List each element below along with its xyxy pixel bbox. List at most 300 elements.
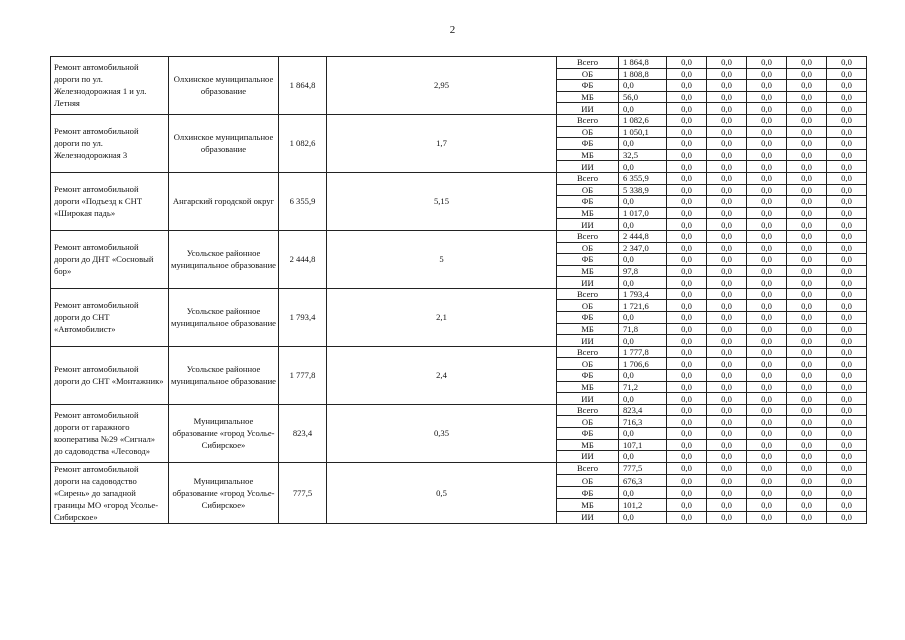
- year-value: 0,0: [707, 161, 747, 173]
- year-value: 0,0: [827, 451, 867, 463]
- funding-amount: 32,5: [619, 149, 667, 161]
- funding-amount: 0,0: [619, 428, 667, 440]
- year-value: 0,0: [787, 487, 827, 499]
- year-value: 0,0: [707, 393, 747, 405]
- year-value: 0,0: [827, 288, 867, 300]
- year-value: 0,0: [667, 114, 707, 126]
- year-value: 0,0: [827, 439, 867, 451]
- year-value: 0,0: [667, 474, 707, 486]
- funding-source: Всего: [557, 346, 619, 358]
- year-value: 0,0: [707, 219, 747, 231]
- year-value: 0,0: [667, 207, 707, 219]
- year-value: 0,0: [787, 288, 827, 300]
- page-number: 2: [449, 24, 456, 36]
- year-value: 0,0: [667, 511, 707, 523]
- funding-amount: 1 706,6: [619, 358, 667, 370]
- year-value: 0,0: [747, 462, 787, 474]
- funding-source: МБ: [557, 149, 619, 161]
- object-cell: Ремонт автомобильной дороги на садоводство «Сирень» до западной границы МО «город Усолье-Сибирское»: [51, 462, 169, 523]
- year-value: 0,0: [827, 57, 867, 69]
- year-value: 0,0: [707, 80, 747, 92]
- year-value: 0,0: [667, 57, 707, 69]
- year-value: 0,0: [667, 335, 707, 347]
- year-value: 0,0: [747, 207, 787, 219]
- year-value: 0,0: [667, 404, 707, 416]
- year-value: 0,0: [667, 428, 707, 440]
- funding-source: ОБ: [557, 184, 619, 196]
- year-value: 0,0: [667, 172, 707, 184]
- year-value: 0,0: [667, 219, 707, 231]
- year-value: 0,0: [787, 91, 827, 103]
- year-value: 0,0: [667, 487, 707, 499]
- year-value: 0,0: [707, 230, 747, 242]
- cost-cell: 1 793,4: [279, 288, 327, 346]
- year-value: 0,0: [827, 474, 867, 486]
- year-value: 0,0: [707, 288, 747, 300]
- year-value: 0,0: [827, 80, 867, 92]
- funding-source: МБ: [557, 439, 619, 451]
- funding-amount: 1 808,8: [619, 68, 667, 80]
- funding-amount: 5 338,9: [619, 184, 667, 196]
- year-value: 0,0: [747, 254, 787, 266]
- funding-source: ИИ: [557, 511, 619, 523]
- cost-cell: 823,4: [279, 404, 327, 462]
- year-value: 0,0: [787, 103, 827, 115]
- year-value: 0,0: [667, 161, 707, 173]
- year-value: 0,0: [667, 323, 707, 335]
- year-value: 0,0: [747, 242, 787, 254]
- year-value: 0,0: [827, 335, 867, 347]
- year-value: 0,0: [747, 358, 787, 370]
- year-value: 0,0: [827, 277, 867, 289]
- funding-amount: 71,8: [619, 323, 667, 335]
- year-value: 0,0: [747, 277, 787, 289]
- year-value: 0,0: [787, 511, 827, 523]
- year-value: 0,0: [707, 416, 747, 428]
- funding-source: ИИ: [557, 335, 619, 347]
- year-value: 0,0: [787, 230, 827, 242]
- year-value: 0,0: [747, 300, 787, 312]
- year-value: 0,0: [747, 323, 787, 335]
- length-cell: 1,7: [327, 114, 557, 172]
- year-value: 0,0: [707, 277, 747, 289]
- municipality-cell: Усольское районное муниципальное образование: [169, 288, 279, 346]
- year-value: 0,0: [707, 370, 747, 382]
- year-value: 0,0: [667, 277, 707, 289]
- funding-amount: 1 721,6: [619, 300, 667, 312]
- funding-source: Всего: [557, 230, 619, 242]
- funding-amount: 1 777,8: [619, 346, 667, 358]
- year-value: 0,0: [707, 312, 747, 324]
- funding-source: ОБ: [557, 126, 619, 138]
- year-value: 0,0: [747, 499, 787, 511]
- year-value: 0,0: [707, 57, 747, 69]
- funding-amount: 716,3: [619, 416, 667, 428]
- year-value: 0,0: [787, 184, 827, 196]
- year-value: 0,0: [707, 172, 747, 184]
- cost-cell: 777,5: [279, 462, 327, 523]
- funding-source: ИИ: [557, 161, 619, 173]
- table-row: [51, 462, 867, 474]
- year-value: 0,0: [827, 138, 867, 150]
- object-cell: Ремонт автомобильной дороги по ул. Железнодорожная 3: [51, 114, 169, 172]
- table-row: [51, 57, 867, 69]
- year-value: 0,0: [827, 346, 867, 358]
- year-value: 0,0: [787, 451, 827, 463]
- funding-source: Всего: [557, 288, 619, 300]
- funding-source: Всего: [557, 114, 619, 126]
- year-value: 0,0: [707, 242, 747, 254]
- year-value: 0,0: [667, 68, 707, 80]
- year-value: 0,0: [747, 138, 787, 150]
- municipality-cell: Олхинское муниципальное образование: [169, 57, 279, 115]
- funding-amount: 0,0: [619, 312, 667, 324]
- length-cell: 0,35: [327, 404, 557, 462]
- year-value: 0,0: [747, 57, 787, 69]
- year-value: 0,0: [747, 487, 787, 499]
- year-value: 0,0: [667, 184, 707, 196]
- municipality-cell: Усольское районное муниципальное образование: [169, 346, 279, 404]
- year-value: 0,0: [827, 219, 867, 231]
- year-value: 0,0: [787, 393, 827, 405]
- year-value: 0,0: [667, 358, 707, 370]
- year-value: 0,0: [667, 346, 707, 358]
- funding-source: ОБ: [557, 68, 619, 80]
- length-cell: 2,1: [327, 288, 557, 346]
- year-value: 0,0: [747, 288, 787, 300]
- year-value: 0,0: [707, 91, 747, 103]
- year-value: 0,0: [667, 462, 707, 474]
- object-cell: Ремонт автомобильной дороги от гаражного кооператива №29 «Сигнал» до садоводства «Лесовод»: [51, 404, 169, 462]
- year-value: 0,0: [787, 207, 827, 219]
- year-value: 0,0: [747, 335, 787, 347]
- funding-source: Всего: [557, 172, 619, 184]
- funding-amount: 2 444,8: [619, 230, 667, 242]
- funding-amount: 97,8: [619, 265, 667, 277]
- table-row: [51, 346, 867, 358]
- funding-amount: 2 347,0: [619, 242, 667, 254]
- year-value: 0,0: [747, 381, 787, 393]
- year-value: 0,0: [787, 161, 827, 173]
- funding-source: ОБ: [557, 242, 619, 254]
- year-value: 0,0: [787, 381, 827, 393]
- funding-amount: 107,1: [619, 439, 667, 451]
- funding-amount: 1 017,0: [619, 207, 667, 219]
- year-value: 0,0: [827, 487, 867, 499]
- year-value: 0,0: [667, 312, 707, 324]
- year-value: 0,0: [707, 335, 747, 347]
- funding-source: МБ: [557, 207, 619, 219]
- year-value: 0,0: [747, 80, 787, 92]
- year-value: 0,0: [787, 499, 827, 511]
- year-value: 0,0: [667, 254, 707, 266]
- year-value: 0,0: [747, 511, 787, 523]
- year-value: 0,0: [787, 358, 827, 370]
- funding-amount: 1 864,8: [619, 57, 667, 69]
- year-value: 0,0: [667, 416, 707, 428]
- year-value: 0,0: [827, 312, 867, 324]
- object-cell: Ремонт автомобильной дороги по ул. Железнодорожная 1 и ул. Летняя: [51, 57, 169, 115]
- funding-amount: 0,0: [619, 80, 667, 92]
- year-value: 0,0: [827, 114, 867, 126]
- year-value: 0,0: [707, 439, 747, 451]
- year-value: 0,0: [827, 161, 867, 173]
- year-value: 0,0: [707, 149, 747, 161]
- year-value: 0,0: [787, 312, 827, 324]
- funding-amount: 676,3: [619, 474, 667, 486]
- object-cell: Ремонт автомобильной дороги «Подъезд к СНТ «Широкая падь»: [51, 172, 169, 230]
- year-value: 0,0: [787, 346, 827, 358]
- year-value: 0,0: [707, 381, 747, 393]
- year-value: 0,0: [747, 172, 787, 184]
- funding-source: ИИ: [557, 103, 619, 115]
- year-value: 0,0: [827, 416, 867, 428]
- year-value: 0,0: [787, 114, 827, 126]
- year-value: 0,0: [667, 196, 707, 208]
- year-value: 0,0: [707, 254, 747, 266]
- funding-amount: 823,4: [619, 404, 667, 416]
- year-value: 0,0: [747, 219, 787, 231]
- year-value: 0,0: [667, 370, 707, 382]
- year-value: 0,0: [827, 207, 867, 219]
- year-value: 0,0: [787, 323, 827, 335]
- year-value: 0,0: [827, 126, 867, 138]
- year-value: 0,0: [747, 439, 787, 451]
- year-value: 0,0: [747, 230, 787, 242]
- funding-amount: 0,0: [619, 219, 667, 231]
- year-value: 0,0: [667, 91, 707, 103]
- funding-amount: 0,0: [619, 254, 667, 266]
- year-value: 0,0: [707, 404, 747, 416]
- year-value: 0,0: [827, 393, 867, 405]
- funding-source: ИИ: [557, 277, 619, 289]
- year-value: 0,0: [787, 404, 827, 416]
- funding-amount: 0,0: [619, 487, 667, 499]
- municipality-cell: Усольское районное муниципальное образование: [169, 230, 279, 288]
- year-value: 0,0: [787, 196, 827, 208]
- year-value: 0,0: [707, 499, 747, 511]
- year-value: 0,0: [707, 114, 747, 126]
- year-value: 0,0: [667, 149, 707, 161]
- year-value: 0,0: [667, 80, 707, 92]
- funding-source: МБ: [557, 381, 619, 393]
- funding-source: Всего: [557, 462, 619, 474]
- funding-amount: 6 355,9: [619, 172, 667, 184]
- year-value: 0,0: [667, 288, 707, 300]
- length-cell: 2,95: [327, 57, 557, 115]
- year-value: 0,0: [667, 230, 707, 242]
- year-value: 0,0: [747, 114, 787, 126]
- funding-amount: 101,2: [619, 499, 667, 511]
- year-value: 0,0: [747, 161, 787, 173]
- year-value: 0,0: [707, 68, 747, 80]
- funding-source: ОБ: [557, 358, 619, 370]
- year-value: 0,0: [747, 68, 787, 80]
- year-value: 0,0: [827, 511, 867, 523]
- year-value: 0,0: [827, 265, 867, 277]
- year-value: 0,0: [747, 103, 787, 115]
- year-value: 0,0: [787, 335, 827, 347]
- funding-source: ИИ: [557, 219, 619, 231]
- year-value: 0,0: [707, 265, 747, 277]
- funding-source: ОБ: [557, 416, 619, 428]
- year-value: 0,0: [747, 428, 787, 440]
- funding-source: ФБ: [557, 254, 619, 266]
- funding-amount: 0,0: [619, 511, 667, 523]
- year-value: 0,0: [707, 126, 747, 138]
- object-cell: Ремонт автомобильной дороги до ДНТ «Сосновый бор»: [51, 230, 169, 288]
- year-value: 0,0: [827, 300, 867, 312]
- year-value: 0,0: [747, 451, 787, 463]
- year-value: 0,0: [827, 68, 867, 80]
- year-value: 0,0: [787, 439, 827, 451]
- year-value: 0,0: [787, 474, 827, 486]
- year-value: 0,0: [787, 138, 827, 150]
- year-value: 0,0: [787, 416, 827, 428]
- year-value: 0,0: [667, 393, 707, 405]
- year-value: 0,0: [707, 428, 747, 440]
- table-row: [51, 172, 867, 184]
- year-value: 0,0: [667, 265, 707, 277]
- municipality-cell: Ангарский городской округ: [169, 172, 279, 230]
- funding-amount: 0,0: [619, 277, 667, 289]
- year-value: 0,0: [707, 358, 747, 370]
- year-value: 0,0: [747, 184, 787, 196]
- funding-source: ФБ: [557, 138, 619, 150]
- funding-amount: 0,0: [619, 335, 667, 347]
- object-cell: Ремонт автомобильной дороги до СНТ «Автомобилист»: [51, 288, 169, 346]
- year-value: 0,0: [827, 172, 867, 184]
- year-value: 0,0: [747, 265, 787, 277]
- year-value: 0,0: [747, 126, 787, 138]
- year-value: 0,0: [667, 126, 707, 138]
- year-value: 0,0: [827, 91, 867, 103]
- funding-amount: 0,0: [619, 161, 667, 173]
- cost-cell: 6 355,9: [279, 172, 327, 230]
- road-repair-table: [50, 56, 867, 524]
- year-value: 0,0: [747, 91, 787, 103]
- table-row: [51, 230, 867, 242]
- length-cell: 0,5: [327, 462, 557, 523]
- municipality-cell: Муниципальное образование «город Усолье-Сибирское»: [169, 462, 279, 523]
- funding-amount: 0,0: [619, 370, 667, 382]
- year-value: 0,0: [787, 254, 827, 266]
- year-value: 0,0: [827, 358, 867, 370]
- year-value: 0,0: [747, 393, 787, 405]
- year-value: 0,0: [747, 370, 787, 382]
- year-value: 0,0: [707, 346, 747, 358]
- year-value: 0,0: [827, 323, 867, 335]
- year-value: 0,0: [667, 300, 707, 312]
- funding-source: ФБ: [557, 370, 619, 382]
- year-value: 0,0: [707, 103, 747, 115]
- municipality-cell: Муниципальное образование «город Усолье-Сибирское»: [169, 404, 279, 462]
- funding-amount: 0,0: [619, 393, 667, 405]
- funding-source: МБ: [557, 499, 619, 511]
- year-value: 0,0: [747, 346, 787, 358]
- year-value: 0,0: [827, 428, 867, 440]
- funding-source: МБ: [557, 323, 619, 335]
- year-value: 0,0: [827, 149, 867, 161]
- funding-amount: 0,0: [619, 451, 667, 463]
- year-value: 0,0: [707, 511, 747, 523]
- funding-amount: 71,2: [619, 381, 667, 393]
- year-value: 0,0: [667, 499, 707, 511]
- year-value: 0,0: [827, 381, 867, 393]
- year-value: 0,0: [747, 196, 787, 208]
- funding-amount: 1 793,4: [619, 288, 667, 300]
- year-value: 0,0: [747, 312, 787, 324]
- year-value: 0,0: [667, 451, 707, 463]
- length-cell: 5,15: [327, 172, 557, 230]
- length-cell: 5: [327, 230, 557, 288]
- funding-source: ФБ: [557, 428, 619, 440]
- year-value: 0,0: [787, 149, 827, 161]
- cost-cell: 2 444,8: [279, 230, 327, 288]
- funding-source: ИИ: [557, 393, 619, 405]
- year-value: 0,0: [707, 184, 747, 196]
- year-value: 0,0: [787, 80, 827, 92]
- year-value: 0,0: [787, 370, 827, 382]
- year-value: 0,0: [747, 474, 787, 486]
- year-value: 0,0: [667, 103, 707, 115]
- year-value: 0,0: [787, 300, 827, 312]
- year-value: 0,0: [667, 439, 707, 451]
- year-value: 0,0: [667, 381, 707, 393]
- funding-amount: 1 050,1: [619, 126, 667, 138]
- year-value: 0,0: [827, 254, 867, 266]
- funding-source: Всего: [557, 57, 619, 69]
- year-value: 0,0: [707, 138, 747, 150]
- funding-source: ФБ: [557, 80, 619, 92]
- cost-cell: 1 082,6: [279, 114, 327, 172]
- year-value: 0,0: [787, 277, 827, 289]
- municipality-cell: Олхинское муниципальное образование: [169, 114, 279, 172]
- year-value: 0,0: [787, 172, 827, 184]
- funding-source: МБ: [557, 265, 619, 277]
- year-value: 0,0: [787, 57, 827, 69]
- cost-cell: 1 777,8: [279, 346, 327, 404]
- length-cell: 2,4: [327, 346, 557, 404]
- year-value: 0,0: [707, 462, 747, 474]
- table-row: [51, 288, 867, 300]
- cost-cell: 1 864,8: [279, 57, 327, 115]
- year-value: 0,0: [747, 404, 787, 416]
- year-value: 0,0: [787, 265, 827, 277]
- year-value: 0,0: [667, 242, 707, 254]
- funding-source: ФБ: [557, 312, 619, 324]
- year-value: 0,0: [787, 219, 827, 231]
- year-value: 0,0: [707, 474, 747, 486]
- year-value: 0,0: [827, 370, 867, 382]
- year-value: 0,0: [827, 184, 867, 196]
- funding-amount: 56,0: [619, 91, 667, 103]
- year-value: 0,0: [827, 462, 867, 474]
- year-value: 0,0: [827, 242, 867, 254]
- year-value: 0,0: [787, 126, 827, 138]
- table-row: [51, 114, 867, 126]
- year-value: 0,0: [787, 242, 827, 254]
- year-value: 0,0: [667, 138, 707, 150]
- funding-source: ИИ: [557, 451, 619, 463]
- funding-amount: 0,0: [619, 103, 667, 115]
- year-value: 0,0: [707, 487, 747, 499]
- funding-amount: 0,0: [619, 138, 667, 150]
- year-value: 0,0: [787, 68, 827, 80]
- funding-source: ОБ: [557, 474, 619, 486]
- year-value: 0,0: [827, 404, 867, 416]
- year-value: 0,0: [707, 196, 747, 208]
